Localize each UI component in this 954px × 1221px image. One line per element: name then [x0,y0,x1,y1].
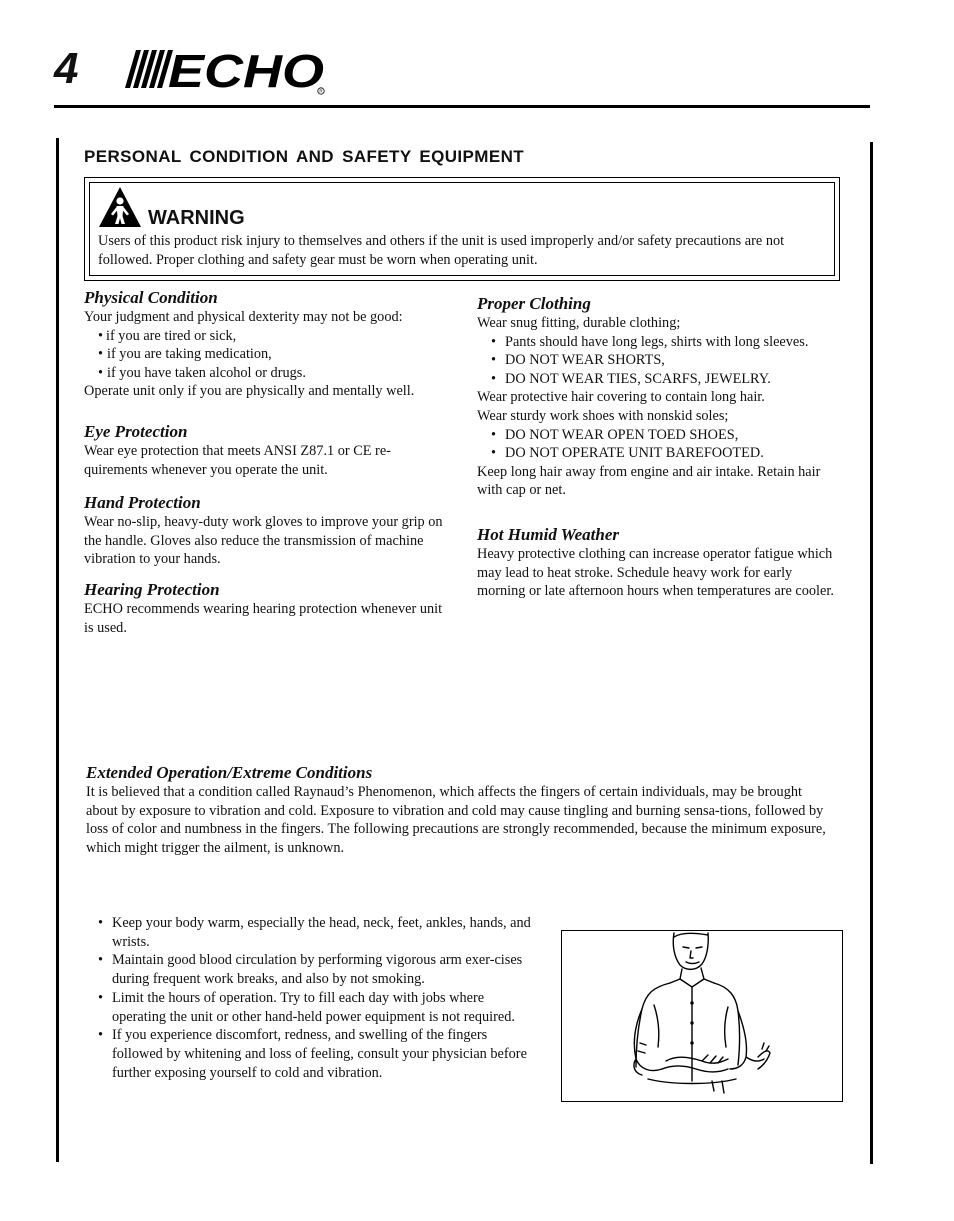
proper-clothing-shoes: Wear sturdy work shoes with nonskid soles; [477,407,729,424]
hand-protection-heading: Hand Protection [84,493,201,512]
eye-protection-text: Wear eye protection that meets ANSI Z87.1 or CE re-quirements whenever you operate the unit. [84,443,391,478]
physical-condition-outro: Operate unit only if you are physically and mentally well. [84,383,415,400]
right-margin-bar [870,142,873,1164]
list-item: • if you are tired or sick, [84,327,454,346]
proper-clothing-intro: Wear snug fitting, durable clothing; [477,315,681,331]
extended-operation-heading: Extended Operation/Extreme Conditions [86,763,373,782]
page-number: 4 [54,44,79,93]
warning-text: Users of this product risk injury to themselves and others if the unit is used improperly and/or safety precautions are not followed. Proper clothing and safety gear must be worn when operating unit. [98,233,785,268]
list-item: • Limit the hours of operation. Try to fill each day with jobs where operating the unit or other hand-held power equipment is not required. [98,989,538,1026]
hearing-protection-section [84,580,454,637]
left-margin-bar [56,138,59,1162]
header-rule [54,105,870,108]
echo-logo [124,50,330,98]
list-item: • If you experience discomfort, redness, and swelling of the fingers followed by whitening and loss of feeling, consult your physician before further exposing yourself to cold and vibration. [98,1026,538,1082]
man-rubbing-hands-illustration [562,931,842,1101]
proper-clothing-section [477,294,847,500]
eye-protection-section [84,422,434,479]
list-item: • if you are taking medication, [84,345,454,364]
physical-condition-section [84,288,454,401]
precautions-list [98,914,538,1082]
section-title: PERSONAL CONDITION AND SAFETY EQUIPMENT [84,147,525,166]
physical-condition-intro: Your judgment and physical dexterity may not be good: [84,309,403,325]
svg-text:R: R [319,88,323,94]
proper-clothing-hair: Wear protective hair covering to contain long hair. [477,389,765,406]
illustration-frame [561,930,843,1102]
warning-person-icon [98,186,142,228]
hand-protection-text: Wear no-slip, heavy-duty work gloves to improve your grip on the handle. Gloves also reduce the transmission of machine vibration to your hands. [84,514,443,568]
hearing-protection-text: ECHO recommends wearing hearing protection whenever unit is used. [84,601,443,636]
svg-text:ECHO: ECHO [168,50,325,97]
list-item: • Keep your body warm, especially the head, neck, feet, ankles, hands, and wrists. [98,914,538,951]
hand-protection-section [84,493,444,569]
list-item: • DO NOT WEAR OPEN TOED SHOES, [477,426,847,445]
list-item: • if you have taken alcohol or drugs. [84,364,454,383]
list-item: • Maintain good blood circulation by performing vigorous arm exer-cises during frequent work breaks, and also by not smoking. [98,951,538,988]
hot-humid-weather-heading: Hot Humid Weather [477,525,620,544]
warning-title: WARNING [148,207,245,229]
list-item: • DO NOT WEAR TIES, SCARFS, JEWELRY. [477,370,847,389]
hot-humid-weather-text: Heavy protective clothing can increase operator fatigue which may lead to heat stroke. Schedule heavy work for early morning or late afternoon hours when temperatures are cooler. [477,546,834,600]
proper-clothing-outro: Keep long hair away from engine and air intake. Retain hair with cap or net. [477,463,821,499]
list-item: • DO NOT WEAR SHORTS, [477,351,847,370]
extended-operation-section [86,763,836,857]
physical-condition-heading: Physical Condition [84,288,218,307]
hot-humid-weather-section [477,525,837,601]
hearing-protection-heading: Hearing Protection [84,580,220,599]
eye-protection-heading: Eye Protection [84,422,188,441]
extended-operation-text: It is believed that a condition called Raynaud’s Phenomenon, which affects the fingers of certain individuals, may be brought about by exposure to vibration and cold. Exposure to vibration and cold may cause tingling and burning sensa-tions, followed by loss of color and numbness in the fingers. The following precautions are strongly recommended, because the minimum exposure, which might trigger the ailment, is unknown. [86,784,826,856]
proper-clothing-heading: Proper Clothing [477,294,591,313]
list-item: • DO NOT OPERATE UNIT BAREFOOTED. [477,444,847,463]
list-item: • Pants should have long legs, shirts with long sleeves. [477,333,847,352]
